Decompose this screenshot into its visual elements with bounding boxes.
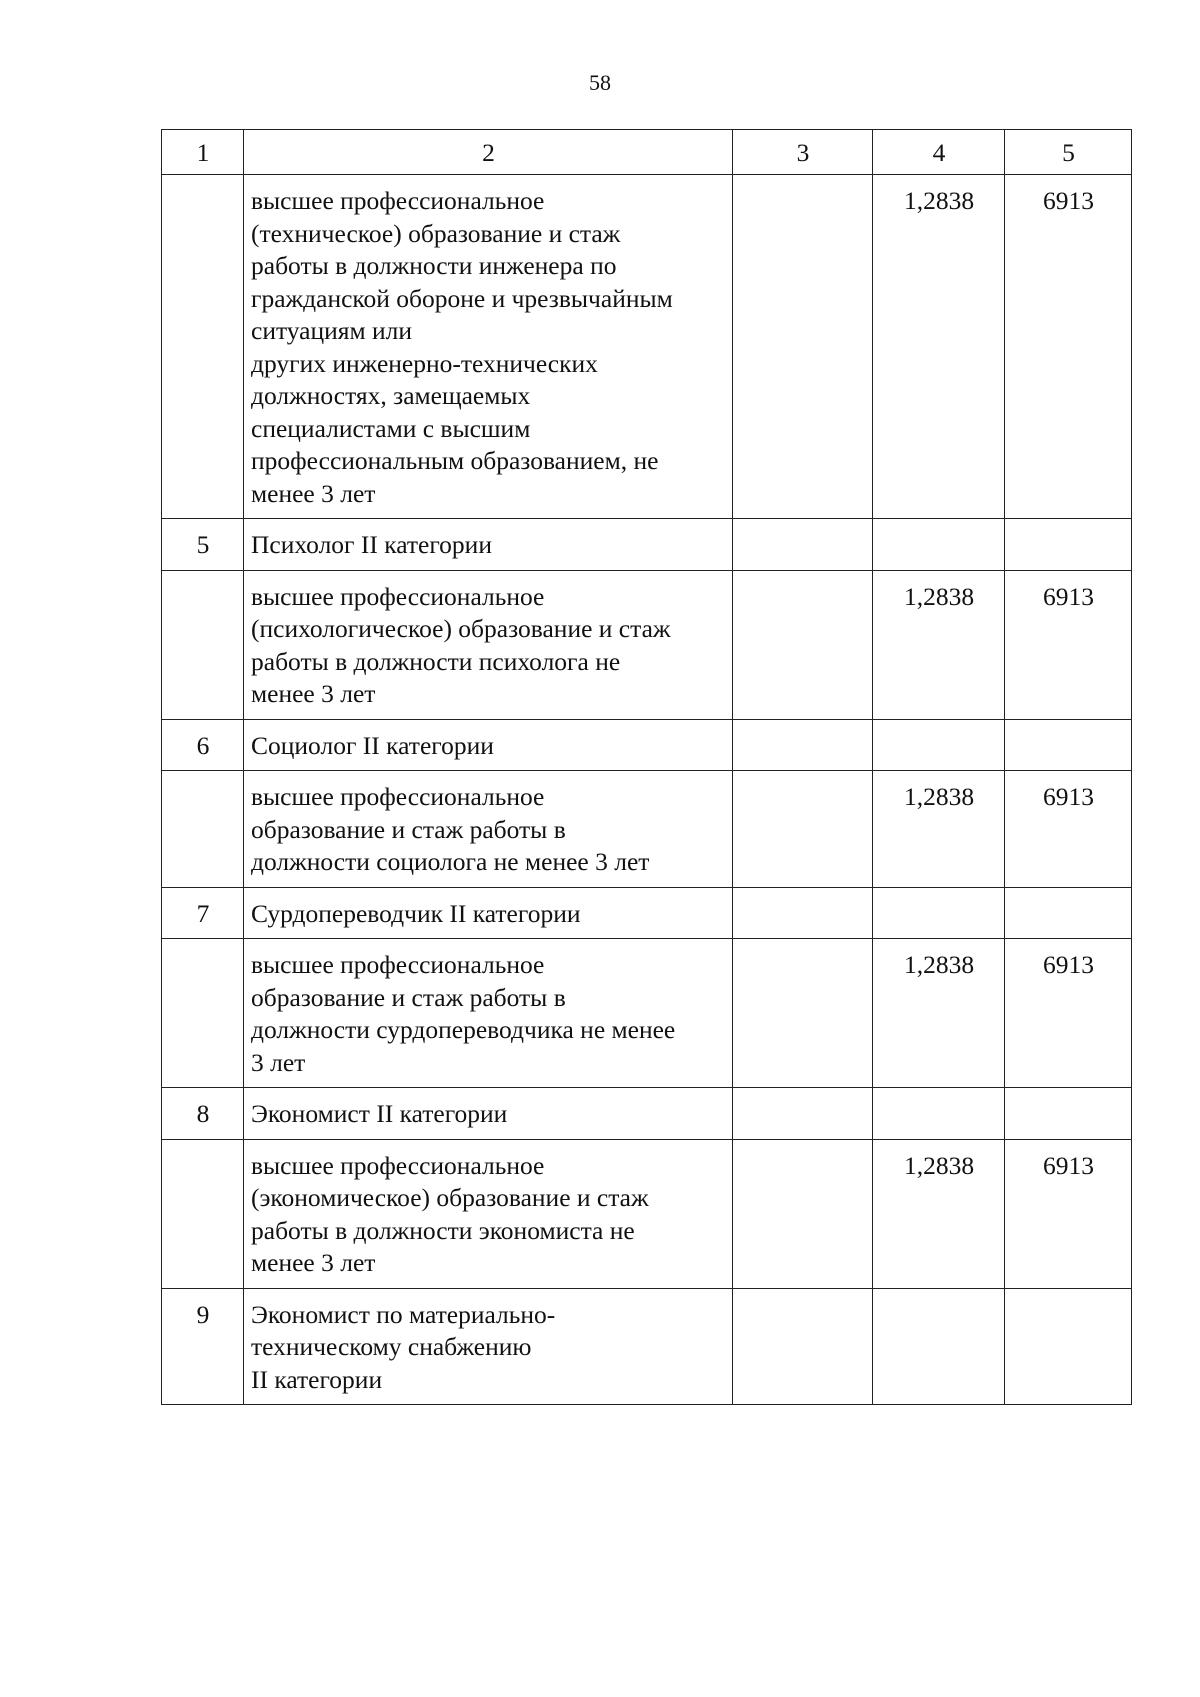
row-col3 <box>733 1288 873 1405</box>
row-position-title: Экономист по материально- техническому снабжению II категории <box>244 1288 733 1405</box>
row-amount <box>1005 719 1132 771</box>
table-row <box>162 939 1132 1088</box>
row-col3 <box>733 939 873 1088</box>
table-row <box>162 1088 1132 1140</box>
row-col3 <box>733 1088 873 1140</box>
header-cell-3: 3 <box>733 130 873 175</box>
row-col3 <box>733 771 873 888</box>
row-amount <box>1005 887 1132 939</box>
row-col3 <box>733 719 873 771</box>
row-number: 6 <box>162 719 244 771</box>
table-header-row <box>162 130 1132 175</box>
row-number <box>162 570 244 719</box>
row-amount <box>1005 519 1132 571</box>
row-amount: 6913 <box>1005 1139 1132 1288</box>
table-row <box>162 771 1132 888</box>
row-coefficient <box>873 1088 1005 1140</box>
row-number: 5 <box>162 519 244 571</box>
row-number: 7 <box>162 887 244 939</box>
page-number: 58 <box>589 70 611 95</box>
header-cell-1: 1 <box>162 130 244 175</box>
row-position-title: Экономист II категории <box>244 1088 733 1140</box>
row-amount: 6913 <box>1005 175 1132 519</box>
table-row <box>162 887 1132 939</box>
row-number <box>162 939 244 1088</box>
header-cell-4: 4 <box>873 130 1005 175</box>
header-cell-2: 2 <box>244 130 733 175</box>
row-position-title: Социолог II категории <box>244 719 733 771</box>
row-coefficient: 1,2838 <box>873 771 1005 888</box>
row-amount: 6913 <box>1005 570 1132 719</box>
row-description: высшее профессиональное (техническое) образование и стаж работы в должности инженера по гражданской обороне и чрезвычайным ситуациям или других инженерно-технических должностях, замещаемых специалистами с высшим профессиональным образованием, не менее 3 лет <box>244 175 733 519</box>
qualification-table <box>161 129 1132 1405</box>
row-description: высшее профессиональное образование и стаж работы в должности сурдопереводчика не менее 3 лет <box>244 939 733 1088</box>
row-coefficient: 1,2838 <box>873 939 1005 1088</box>
row-description: высшее профессиональное образование и стаж работы в должности социолога не менее 3 лет <box>244 771 733 888</box>
row-col3 <box>733 175 873 519</box>
row-coefficient: 1,2838 <box>873 570 1005 719</box>
row-amount: 6913 <box>1005 771 1132 888</box>
table-row <box>162 719 1132 771</box>
row-coefficient <box>873 719 1005 771</box>
row-col3 <box>733 570 873 719</box>
row-number <box>162 175 244 519</box>
table-row <box>162 175 1132 519</box>
row-number: 9 <box>162 1288 244 1405</box>
row-coefficient <box>873 519 1005 571</box>
row-amount <box>1005 1288 1132 1405</box>
table-row <box>162 1139 1132 1288</box>
row-number <box>162 771 244 888</box>
row-coefficient: 1,2838 <box>873 1139 1005 1288</box>
row-description: высшее профессиональное (экономическое) образование и стаж работы в должности экономиста не менее 3 лет <box>244 1139 733 1288</box>
row-amount <box>1005 1088 1132 1140</box>
row-coefficient <box>873 1288 1005 1405</box>
row-position-title: Психолог II категории <box>244 519 733 571</box>
row-col3 <box>733 1139 873 1288</box>
row-coefficient: 1,2838 <box>873 175 1005 519</box>
table-row <box>162 570 1132 719</box>
row-col3 <box>733 519 873 571</box>
row-amount: 6913 <box>1005 939 1132 1088</box>
row-position-title: Сурдопереводчик II категории <box>244 887 733 939</box>
table-row <box>162 1288 1132 1405</box>
row-coefficient <box>873 887 1005 939</box>
row-number <box>162 1139 244 1288</box>
row-number: 8 <box>162 1088 244 1140</box>
row-col3 <box>733 887 873 939</box>
row-description: высшее профессиональное (психологическое) образование и стаж работы в должности психолога не менее 3 лет <box>244 570 733 719</box>
header-cell-5: 5 <box>1005 130 1132 175</box>
table-row <box>162 519 1132 571</box>
